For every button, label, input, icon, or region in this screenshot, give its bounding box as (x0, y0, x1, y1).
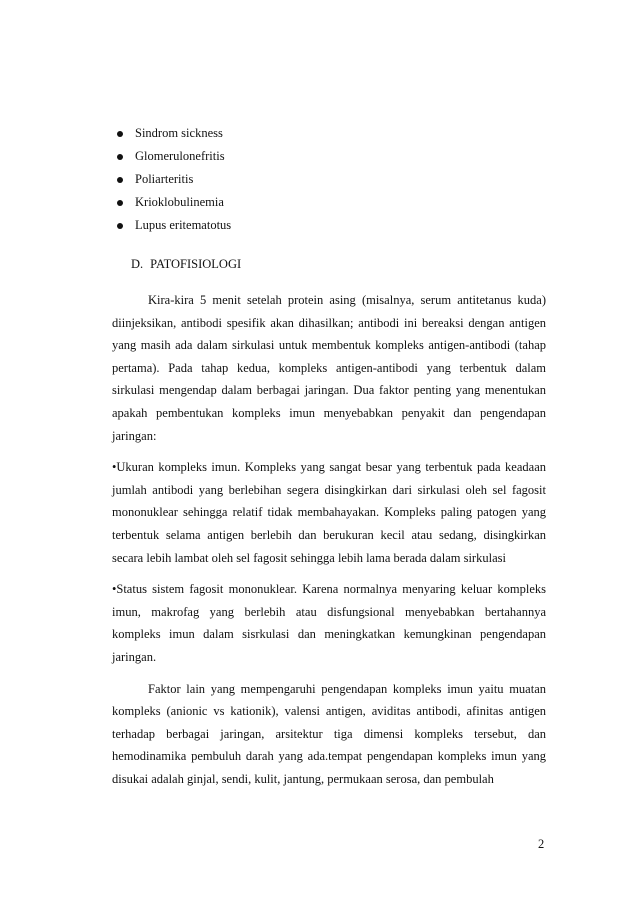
list-item (112, 214, 231, 237)
list-item-text: Poliarteritis (135, 172, 194, 186)
paragraph: Faktor lain yang mempengaruhi pengendapan kompleks imun yaitu muatan kompleks (anionic vs kationik), valensi antigen, aviditas antibodi, afinitas antigen terhadap berbagai jaringan, arsitektur tiga dimensi kompleks tersebut, dan hemodinamika pembuluh darah yang ada.tempat pengendapan kompleks imun yang disukai adalah ginjal, sendi, kulit, jantung, permukaan serosa, dan pembulah (112, 681, 546, 786)
list-item (112, 145, 231, 168)
list-item-text: Krioklobulinemia (135, 195, 224, 209)
list-item-text: Lupus eritematotus (135, 218, 232, 232)
list-item-text: Sindrom sickness (135, 126, 223, 140)
paragraph: •Status sistem fagosit mononuklear. Karena normalnya menyaring keluar kompleks imun, makrofag yang berlebih atau disfungsional menyebabkan bertahannya kompleks imun dalam sisrkulasi dan meningkatkan kemungkinan pengendapan jaringan. (112, 582, 546, 664)
bullet-icon (117, 177, 123, 183)
section-number: D. (131, 257, 144, 271)
page-number: 2 (538, 837, 545, 851)
bullet-icon (117, 200, 123, 206)
list-item (112, 168, 231, 191)
paragraph: Kira-kira 5 menit setelah protein asing (misalnya, serum antitetanus kuda) diinjeksikan, antibodi spesifik akan dihasilkan; antibodi ini bereaksi dengan antigen yang masih ada dalam sirkulasi untuk membentuk kompleks antigen-antibodi (tahap pertama). Pada tahap kedua, kompleks antigen-antibodi yang terbentuk dalam sirkulasi mengendap dalam berbagai jaringan. Dua faktor penting yang menentukan apakah pembentukan kompleks imun menyebabkan penyakit dan pengendapan jaringan: (112, 293, 546, 443)
bullet-icon (117, 131, 123, 137)
bullet-list (112, 122, 231, 237)
bullet-icon (117, 154, 123, 160)
paragraph: •Ukuran kompleks imun. Kompleks yang sangat besar yang terbentuk pada keadaan jumlah antibodi yang berlebihan segera disingkirkan dari sirkulasi oleh sel fagosit mononuklear sehingga relatif tidak membahayakan. Kompleks paling patogen yang terbentuk selama antigen berlebih dan berukuran kecil atau sedang, disingkirkan secara lebih lambat oleh sel fagosit sehingga lebih lama berada dalam sirkulasi (112, 460, 546, 565)
bullet-icon (117, 223, 123, 229)
section-heading (131, 257, 241, 272)
list-item-text: Glomerulonefritis (135, 149, 225, 163)
section-title: PATOFISIOLOGI (150, 257, 242, 271)
body-text (112, 289, 546, 799)
list-item (112, 191, 231, 214)
list-item (112, 122, 231, 145)
